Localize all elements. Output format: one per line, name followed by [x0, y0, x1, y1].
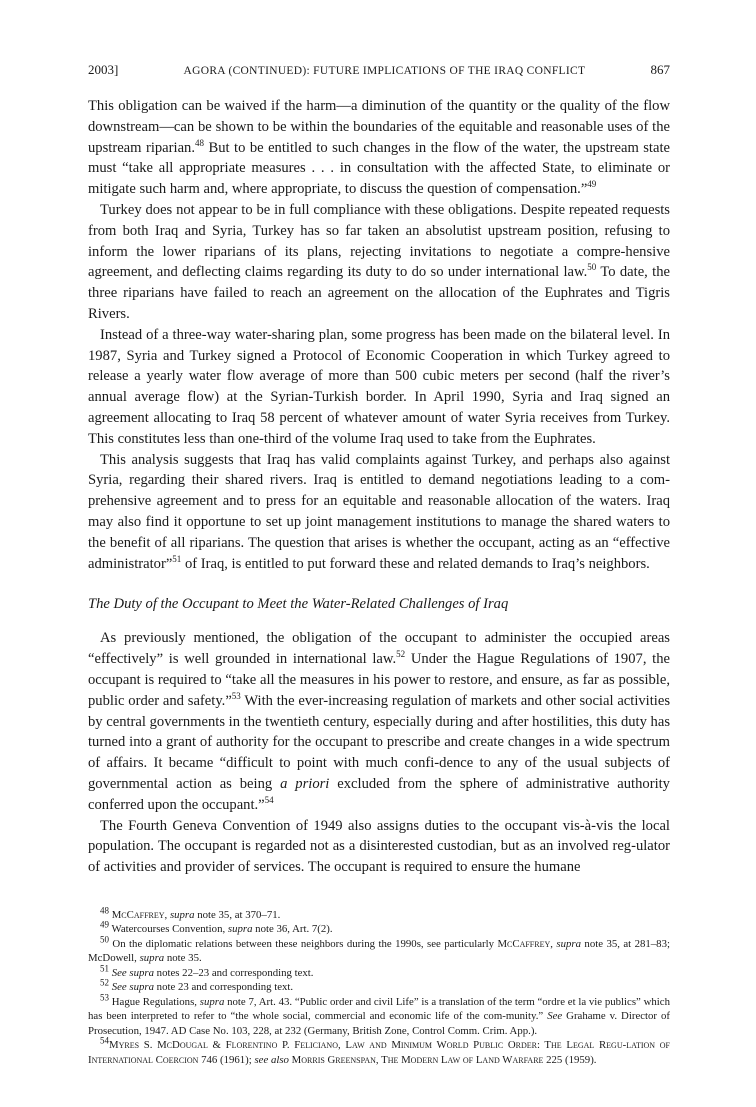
header-year: 2003] — [88, 62, 119, 77]
paragraph: The Fourth Geneva Convention of 1949 also assigns duties to the occupant vis-à-vis the local population. The occupant is regarded not as a disinterested custodian, but as an involved reg-ulator of activities and provider of services. The occupant is required to ensure the humane — [88, 817, 670, 876]
running-header — [88, 62, 670, 84]
journal-page — [88, 62, 670, 1067]
article-body — [88, 96, 670, 878]
footnote-ref[interactable]: 52 — [396, 649, 406, 660]
header-title: AGORA (CONTINUED): FUTURE IMPLICATIONS OF THE IRAQ CONFLICT — [183, 65, 586, 77]
footnote-ref[interactable]: 53 — [231, 690, 241, 701]
footnote: $^{54}$Myres S. McDougal & Florentino P. Feliciano, Law and Minimum World Public Order: The Legal Regu-lation of International Coercion 746 (1961); see also Morris Greenspan, The Modern Law of Land Warfare 225 (1959). — [88, 1035, 670, 1066]
footnote: $^{51}$ See supra notes 22–23 and corresponding text. — [100, 963, 314, 979]
footnote: $^{50}$ On the diplomatic relations between these neighbors during the 1990s, see particularly McCaffrey, supra note 35, at 281–83; McDowell, supra note 35. — [88, 934, 670, 965]
footnote: $^{53}$ Hague Regulations, supra note 7, Art. 43. “Public order and civil Life” is a translation of the term “ordre et la vie publics” which has been interpreted to refer to “the whole social, commercial and economic life of the com-munity.” See Grahame v. Director of Prosecution, 1947. AD Case No. 103, 228, at 232 (Germany, British Zone, Control Comm. Crim. App.). — [88, 992, 670, 1037]
footnote-ref[interactable]: 51 — [172, 553, 182, 564]
section-heading: The Duty of the Occupant to Meet the Water-Related Challenges of Iraq — [88, 596, 509, 613]
footnote: $^{48}$ McCaffrey, supra note 35, at 370–71. — [100, 905, 281, 921]
footnote: $^{52}$ See supra note 23 and corresponding text. — [100, 977, 294, 994]
paragraph: This analysis suggests that Iraq has valid complaints against Turkey, and perhaps also against Syria, regarding their shared rivers. Iraq is entitled to demand negotiations leading to a com-prehensive agreement and to press for an equitable and reasonable allocation of the waters. Iraq may also find it opportune to set up joint management institutions to manage the shared waters to the benefit of all riparians. The question that arises is whether the occupant, acting as an “effective administrator”$^{51}$ of Iraq, is entitled to put forward these and related demands to Iraq’s neighbors. — [88, 451, 670, 572]
footnote-ref[interactable]: 48 — [195, 137, 204, 148]
footnotes — [88, 905, 670, 1068]
paragraph: This obligation can be waived if the harm—a diminution of the quantity or the quality of the flow downstream—can be shown to be within the boundaries of the equitable and reasonable uses of the upstream riparian.$^{48}$ But to be entitled to such changes in the flow of the water, the upstream state must “take all appropriate measures . . . in consultation with the affected State, to eliminate or mitigate such harm and, where appropriate, to discuss the question of compensation.”$^{49}$ — [88, 98, 671, 198]
paragraph: Instead of a three-way water-sharing plan, some progress has been made on the bilateral level. In 1987, Syria and Turkey signed a Protocol of Economic Cooperation in which Turkey agreed to release a yearly water flow average of more than 500 cubic meters per second (half the river’s annual average flow) at the Syrian-Turkish border. In April 1990, Syria and Iraq signed an agreement allocating to Iraq 58 percent of whatever amount of water Syria receives from Turkey. This constitutes less than one-third of the volume Iraq used to take from the Euphrates. — [88, 326, 670, 447]
footnote: $^{49}$ Watercourses Convention, supra note 36, Art. 7(2). — [100, 919, 333, 936]
footnote-ref[interactable]: 54 — [264, 794, 274, 805]
page-number: 867 — [650, 62, 670, 77]
paragraph: Turkey does not appear to be in full compliance with these obligations. Despite repeated requests from both Iraq and Syria, Turkey has so far taken an absolutist upstream position, refusing to inform the lower riparians of its plans, rejecting invitations to negotiate a compre-hensive agreement, and deflecting claims regarding its duty to do so under international law.$^{50}$ To date, the three riparians have failed to reach an agreement on the allocation of the Euphrates and Tigris Rivers. — [88, 201, 670, 322]
footnote-ref[interactable]: 50 — [587, 262, 597, 273]
paragraph: As previously mentioned, the obligation of the occupant to administer the occupied areas “effectively” is well grounded in international law.$^{52}$ Under the Hague Regulations of 1907, the occupant is required to “take all the measures in his power to restore, and ensure, as far as possible, public order and safety.”$^{53}$ With the ever-increasing regulation of markets and other social activities by central governments in the twentieth century, especially during and after hostilities, this duty has turned into a grant of authority for the occupant to prescribe and create changes in a wide spectrum of affairs. It became “difficult to point with much confi-dence to any of the usual subjects of governmental action as being a priori excluded from the sphere of administrative authority conferred upon the occupant.”$^{54}$ — [88, 630, 671, 813]
footnote-ref[interactable]: 49 — [587, 179, 597, 190]
